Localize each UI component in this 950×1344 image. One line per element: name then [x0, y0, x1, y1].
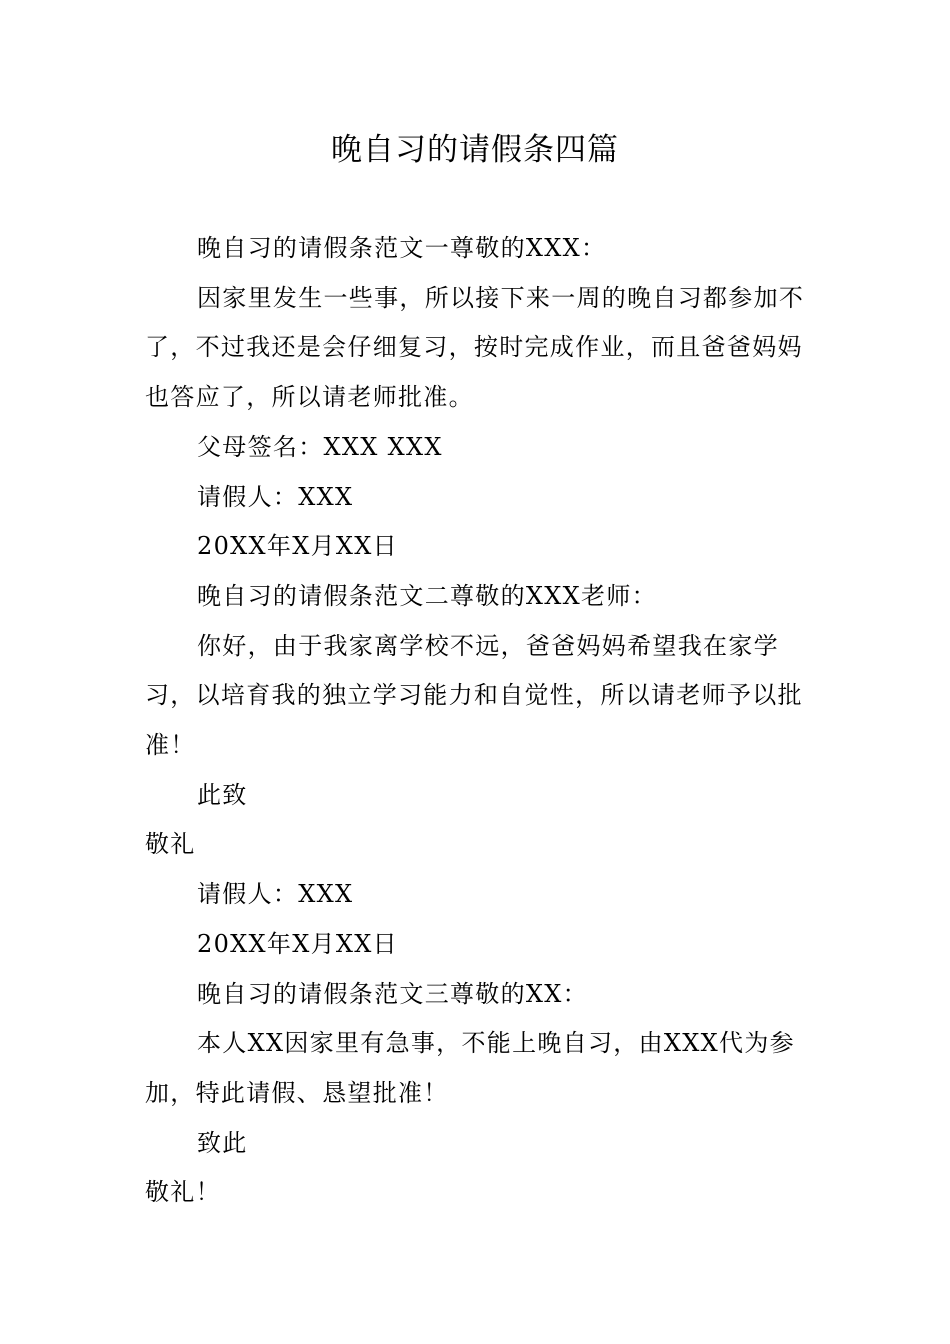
- paragraph-template-3-body: 本人XX因家里有急事，不能上晚自习，由XXX代为参加，特此请假、恳望批准！: [145, 1029, 795, 1107]
- paragraph-template-2-body: 你好，由于我家离学校不远，爸爸妈妈希望我在家学习，以培育我的独立学习能力和自觉性，所以请老师予以批准！: [145, 631, 803, 760]
- document-body: [145, 224, 809, 1218]
- paragraph-closing-3: 致此: [197, 1128, 248, 1157]
- paragraph-parent-signature: 父母签名：XXX XXX: [197, 432, 443, 461]
- paragraph-closing-2: 此致: [197, 780, 248, 809]
- paragraph-template-2-heading: 晚自习的请假条范文二尊敬的XXX老师：: [197, 581, 657, 610]
- paragraph-date-2: 20XX年X月XX日: [197, 929, 398, 958]
- paragraph-template-3-heading: 晚自习的请假条范文三尊敬的XX：: [197, 979, 588, 1008]
- document-title: 晚自习的请假条四篇: [331, 132, 619, 168]
- paragraph-template-1-heading: 晚自习的请假条范文一尊敬的XXX：: [197, 234, 607, 262]
- paragraph-salute-2: 敬礼: [145, 830, 196, 859]
- paragraph-template-1-body: 因家里发生一些事，所以接下来一周的晚自习都参加不了，不过我还是会仔细复习，按时完成作业，而且爸爸妈妈也答应了，所以请老师批准。: [145, 283, 805, 412]
- paragraph-salute-3: 敬礼！: [145, 1178, 221, 1207]
- paragraph-applicant-1: 请假人：XXX: [197, 482, 354, 511]
- paragraph-applicant-2: 请假人：XXX: [197, 880, 354, 909]
- paragraph-date-1: 20XX年X月XX日: [197, 532, 398, 561]
